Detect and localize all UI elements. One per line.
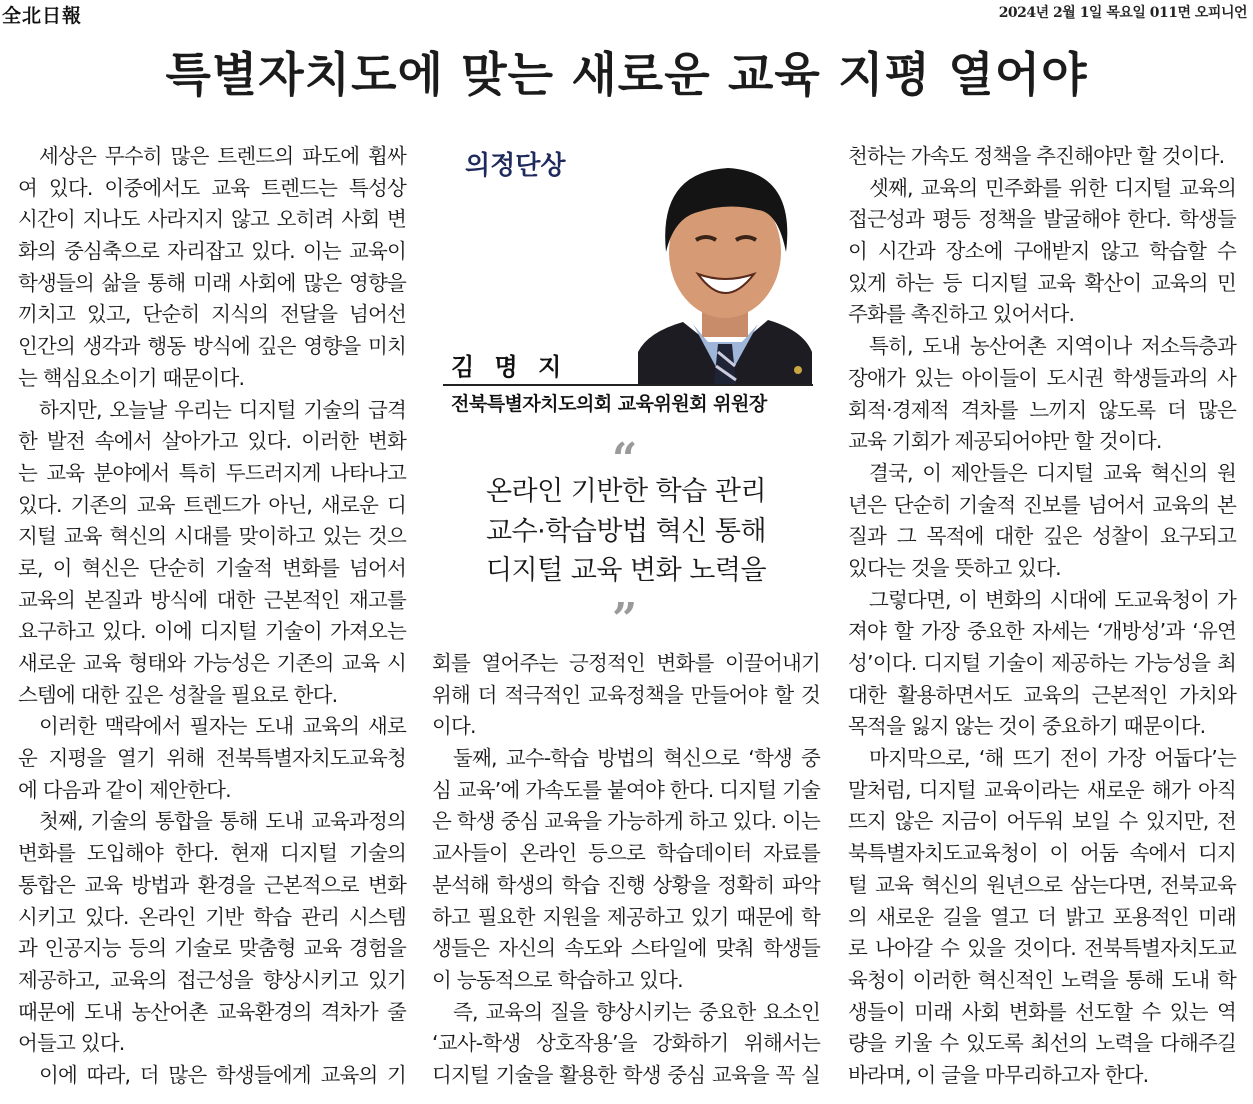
paragraph <box>18 141 406 395</box>
text-line: 에 다음과 같이 제안한다. <box>18 777 231 802</box>
newspaper-logo: 全北日報 <box>2 5 83 27</box>
text-line: 위해 더 적극적인 교육정책을 만들어야 할 것 <box>432 682 820 707</box>
text-line: 육청이 이러한 혁신적인 노력을 통해 도내 학 <box>848 967 1236 992</box>
text-line: 첫째, 기술의 통합을 통해 도내 교육과정의 <box>39 809 406 834</box>
text-line: 세상은 무수히 많은 트렌드의 파도에 휩싸 <box>39 144 406 168</box>
text-line: 털 교육 혁신의 원년으로 삼는다면, 전북교육 <box>848 872 1236 897</box>
paragraph <box>432 743 820 997</box>
text-line: 디지털 기술을 활용한 학생 중심 교육을 꼭 실 <box>432 1062 820 1087</box>
text-line: 있다는 것을 뜻하고 있다. <box>848 555 1061 580</box>
text-line: 마지막으로, ‘해 뜨기 전이 가장 어둡다’는 <box>869 746 1236 771</box>
text-line: 분석해 학생의 학습 진행 상황을 정확히 파악 <box>432 872 820 897</box>
text-line: 는 교육 분야에서 특히 두드러지게 나타나고 <box>18 460 406 485</box>
pull-quote-line: 온라인 기반한 학습 관리 <box>485 476 767 507</box>
author-title: 전북특별자치도의회 교육위원회 위원장 <box>451 393 767 415</box>
text-line: 교사들이 온라인 등으로 학습데이터 자료를 <box>432 841 820 866</box>
text-line: 때문에 도내 농산어촌 교육환경의 격차가 줄 <box>18 999 406 1024</box>
paragraph <box>432 997 820 1092</box>
issue-date: 2024년 2월 1일 목요일 011면 오피니언 <box>998 5 1247 21</box>
text-line: 장애가 있는 아이들이 도시권 학생들과의 사 <box>848 365 1236 390</box>
text-line: 이러한 맥락에서 필자는 도내 교육의 새로 <box>39 714 406 739</box>
text-line: 교육 기회가 제공되어야만 할 것이다. <box>848 429 1162 454</box>
column-label: 의정단상 <box>465 151 566 181</box>
text-line: 즉, 교육의 질을 향상시키는 중요한 요소인 <box>453 999 820 1024</box>
text-line: 시키고 있다. 온라인 기반 학습 관리 시스템 <box>18 904 406 929</box>
text-line: 한 발전 속에서 살아가고 있다. 이러한 변화 <box>18 429 406 454</box>
text-line: 져야 할 가장 중요한 자세는 ‘개방성’과 ‘유연 <box>848 619 1236 644</box>
paragraph <box>848 743 1236 1092</box>
pull-quote-line: 디지털 교육 변화 노력을 <box>485 555 767 586</box>
text-line: 요구하고 있다. 이에 디지털 기술이 가져오는 <box>18 619 406 644</box>
text-line: 셋째, 교육의 민주화를 위한 디지털 교육의 <box>869 175 1236 200</box>
text-line: 회를 열어주는 긍정적인 변화를 이끌어내기 <box>432 651 820 675</box>
text-line: 접근성과 평등 정책을 발굴해야 한다. 학생들 <box>848 207 1236 232</box>
text-line: 질과 그 목적에 대한 깊은 성찰이 요구되고 <box>848 524 1236 549</box>
text-line: 하고 필요한 지원을 제공하고 있기 때문에 학 <box>432 904 820 929</box>
text-line: 생들은 자신의 속도와 스타일에 맞춰 학생들 <box>432 936 820 961</box>
text-line: 스템에 대한 깊은 성찰을 필요로 한다. <box>18 682 338 707</box>
text-line: 이다. <box>432 714 476 739</box>
article-column-3 <box>848 141 1236 1092</box>
open-quote-icon: “ <box>612 434 638 485</box>
text-line: ‘교사-학생 상호작용’을 강화하기 위해서는 <box>432 1031 820 1056</box>
author-name: 김 명 지 <box>451 353 568 381</box>
paragraph <box>18 711 406 806</box>
text-line: 지털 교육 혁신의 시대를 맞이하고 있는 것으 <box>18 524 406 549</box>
text-line: 과 인공지능 등의 기술로 맞춤형 교육 경험을 <box>18 936 406 961</box>
text-line: 이에 따라, 더 많은 학생들에게 교육의 기 <box>39 1062 406 1087</box>
text-line: 목적을 잃지 않는 것이 중요하기 때문이다. <box>848 714 1206 739</box>
author-photo <box>638 152 812 384</box>
text-line: 이 시간과 장소에 구애받지 않고 학습할 수 <box>848 239 1236 264</box>
text-line: 생들이 미래 사회 변화를 선도할 수 있는 역 <box>848 999 1236 1024</box>
divider <box>443 384 813 386</box>
paragraph <box>18 806 406 1060</box>
pull-quote <box>432 472 820 591</box>
text-line: 어들고 있다. <box>18 1031 125 1056</box>
article-column-1 <box>18 141 406 1092</box>
paragraph <box>848 173 1236 331</box>
text-line: 이 능동적으로 학습하고 있다. <box>432 967 683 992</box>
text-line: 는 핵심요소이기 때문이다. <box>18 365 245 390</box>
text-line: 화의 중심축으로 자리잡고 있다. 이는 교육이 <box>18 239 406 264</box>
paragraph <box>848 141 1236 173</box>
text-line: 제공하고, 교육의 접근성을 향상시키고 있기 <box>18 967 406 992</box>
paragraph <box>848 585 1236 743</box>
text-line: 대한 활용하면서도 교육의 근본적인 가치와 <box>848 682 1236 707</box>
text-line: 둘째, 교수-학습 방법의 혁신으로 ‘학생 중 <box>453 746 820 771</box>
text-line: 특히, 도내 농산어촌 지역이나 저소득층과 <box>869 334 1236 359</box>
text-line: 통합은 교육 방법과 환경을 근본적으로 변화 <box>18 872 406 897</box>
paragraph <box>18 1060 406 1092</box>
text-line: 변화를 도입해야 한다. 현재 디지털 기술의 <box>18 841 406 866</box>
article-column-2 <box>432 648 820 1092</box>
text-line: 결국, 이 제안들은 디지털 교육 혁신의 원 <box>869 460 1236 485</box>
text-line: 천하는 가속도 정책을 추진해야만 할 것이다. <box>848 144 1225 168</box>
text-line: 회적·경제적 격차를 느끼지 않도록 더 많은 <box>848 397 1236 422</box>
text-line: 새로운 교육 형태와 가능성은 기존의 교육 시 <box>18 651 406 675</box>
close-quote-icon: ” <box>612 594 638 645</box>
article-headline: 특별자치도에 맞는 새로운 교육 지평 열어야 <box>165 48 1088 103</box>
text-line: 북특별자치도교육청이 이 어둠 속에서 디지 <box>848 841 1236 866</box>
text-line: 인간의 생각과 행동 방식에 깊은 영향을 미치 <box>18 334 406 359</box>
text-line: 량을 키울 수 있도록 최선의 노력을 다해주길 <box>848 1031 1236 1056</box>
text-line: 여 있다. 이중에서도 교육 트렌드는 특성상 <box>18 175 406 200</box>
text-line: 로 나아갈 수 있을 것이다. 전북특별자치도교 <box>848 936 1236 961</box>
paragraph <box>432 648 820 743</box>
text-line: 하지만, 오늘날 우리는 디지털 기술의 급격 <box>39 397 406 422</box>
text-line: 시간이 지나도 사라지지 않고 오히려 사회 변 <box>18 207 406 232</box>
text-line: 운 지평을 열기 위해 전북특별자치도교육청 <box>18 746 406 771</box>
text-line: 성’이다. 디지털 기술이 제공하는 가능성을 최 <box>848 651 1236 675</box>
text-line: 바라며, 이 글을 마무리하고자 한다. <box>848 1062 1149 1087</box>
text-line: 그렇다면, 이 변화의 시대에 도교육청이 가 <box>869 587 1236 612</box>
text-line: 은 학생 중심 교육을 가능하게 하고 있다. 이는 <box>432 809 820 834</box>
text-line: 심 교육’에 가속도를 붙여야 한다. 디지털 기술 <box>432 777 820 802</box>
paragraph <box>848 331 1236 458</box>
text-line: 로, 이 혁신은 단순히 기술적 변화를 넘어서 <box>18 555 406 580</box>
text-line: 있다. 기존의 교육 트렌드가 아닌, 새로운 디 <box>18 492 406 517</box>
text-line: 교육의 본질과 방식에 대한 근본적인 재고를 <box>18 587 406 612</box>
text-line: 끼치고 있고, 단순히 지식의 전달을 넘어선 <box>18 302 406 327</box>
text-line: 말처럼, 디지털 교육이라는 새로운 해가 아직 <box>848 777 1236 802</box>
text-line: 년은 단순히 기술적 진보를 넘어서 교육의 본 <box>848 492 1236 517</box>
text-line: 주화를 촉진하고 있어서다. <box>848 302 1075 327</box>
text-line: 의 새로운 길을 열고 더 밝고 포용적인 미래 <box>848 904 1236 929</box>
paragraph <box>848 458 1236 585</box>
text-line: 있게 하는 등 디지털 교육 확산이 교육의 민 <box>848 270 1236 295</box>
paragraph <box>18 395 406 712</box>
text-line: 학생들의 삶을 통해 미래 사회에 많은 영향을 <box>18 270 406 295</box>
pull-quote-line: 교수·학습방법 혁신 통해 <box>485 515 767 547</box>
text-line: 뜨지 않은 지금이 어두워 보일 수 있지만, 전 <box>848 809 1236 834</box>
